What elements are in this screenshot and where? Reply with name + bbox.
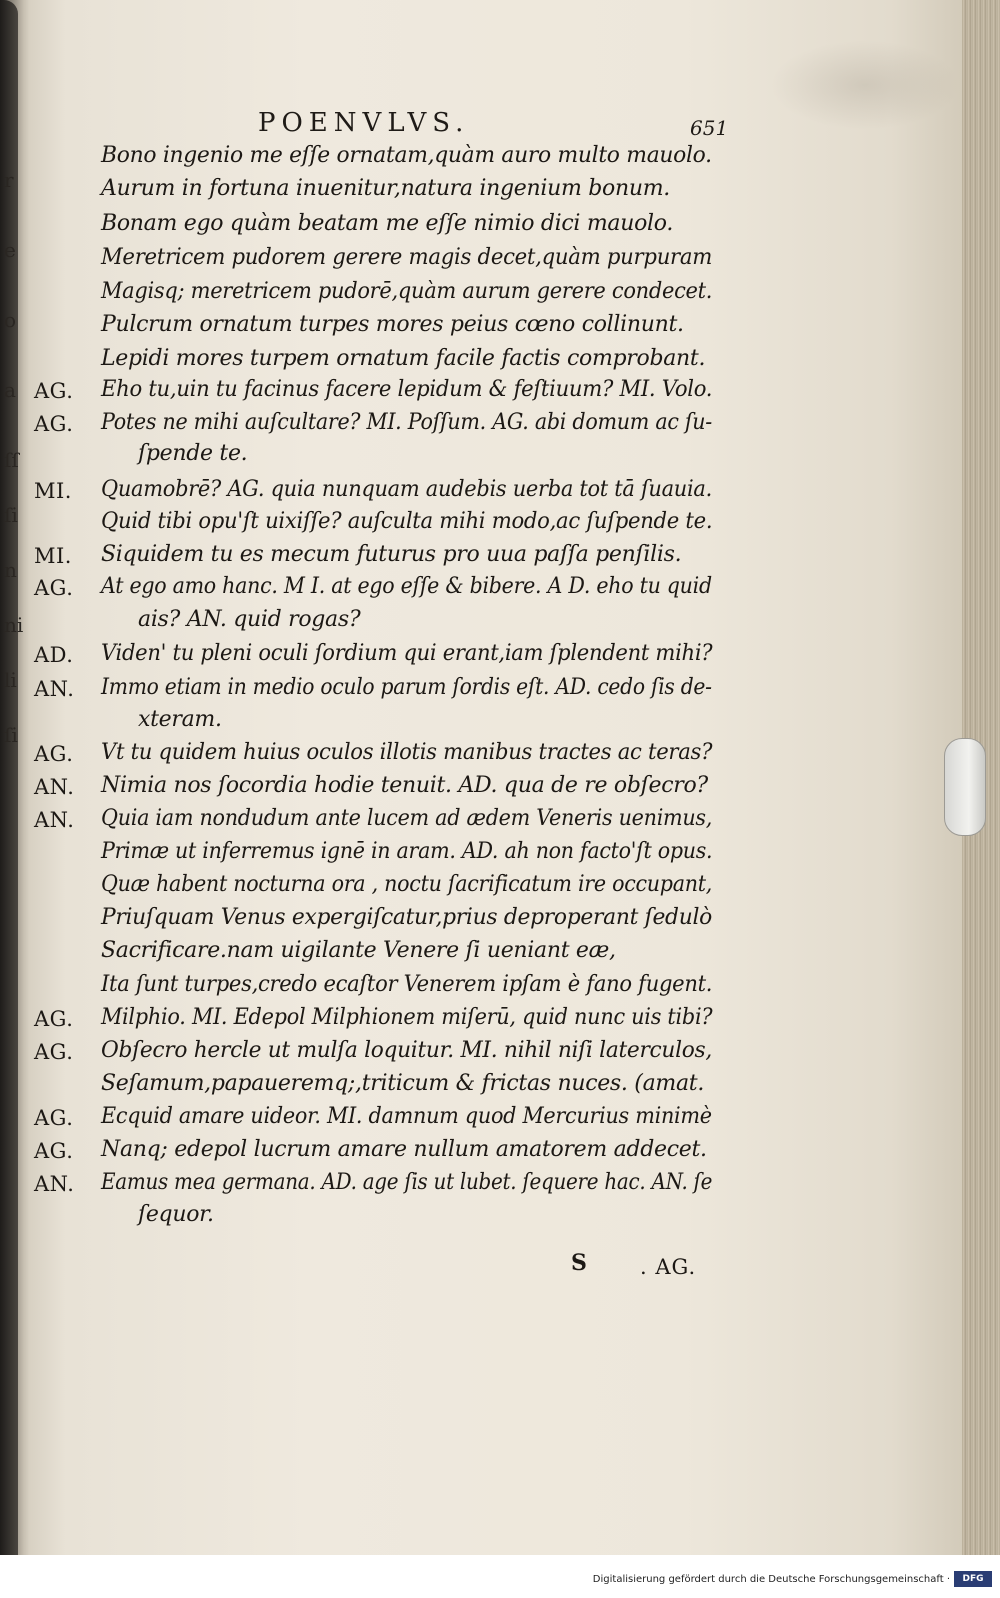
speaker-label: AG. xyxy=(34,576,74,600)
speaker-label: AG. xyxy=(34,1040,74,1064)
speaker-label: AG. xyxy=(34,412,74,436)
verse-line: Seſamum,papaueremq;,triticum & frictas nuces. (amat. xyxy=(101,1071,705,1096)
verse-line: At ego amo hanc. M I. at ego eſſe & bibere. A D. eho tu quid xyxy=(101,574,712,599)
verse-line: Obſecro hercle ut mulſa loquitur. MI. nihil niſi laterculos, xyxy=(101,1038,712,1063)
verse-line: Quæ habent nocturna ora , noctu ſacrificatum ire occupant, xyxy=(101,872,713,897)
speaker-label: AG. xyxy=(34,1139,74,1163)
speaker-label: AN. xyxy=(34,775,75,799)
verse-line: Quamobrē? AG. quia nunquam audebis uerba tot tā ſuauia. xyxy=(101,477,712,502)
verse-line: Lepidi mores turpem ornatum facile factis comprobant. xyxy=(101,346,706,371)
verse-line: Quid tibi opu'ſt uixiſſe? auſculta mihi modo,ac ſuſpende te. xyxy=(101,509,713,534)
funding-notice: Digitalisierung gefördert durch die Deutsche Forschungsgemeinschaft · xyxy=(592,1574,950,1585)
verse-line: Milphio. MI. Edepol Milphionem miſerū, quid nunc uis tibi? xyxy=(101,1005,713,1030)
verse-line: Sacrificare.nam uigilante Venere ſi ueniant eæ, xyxy=(101,938,616,963)
margin-fragment: o xyxy=(4,308,17,332)
verse-line: Vt tu quidem huius oculos illotis manibus tractes ac teras? xyxy=(101,740,713,765)
speaker-label: AG. xyxy=(34,379,74,403)
paper-stain xyxy=(770,40,960,130)
speaker-label: AG. xyxy=(34,1007,74,1031)
margin-fragment: ni xyxy=(4,613,24,637)
dfg-logo: DFG xyxy=(954,1571,992,1587)
verse-line: Nanq; edepol lucrum amare nullum amatorem addecet. xyxy=(101,1137,707,1162)
margin-fragment: li xyxy=(4,668,17,692)
running-title: POENVLVS. xyxy=(258,108,470,138)
verse-line: Quia iam nondudum ante lucem ad ædem Veneris uenimus, xyxy=(101,806,713,831)
margin-fragment: a xyxy=(4,378,16,402)
speaker-label: AN. xyxy=(34,1172,75,1196)
speaker-label: AN. xyxy=(34,677,75,701)
speaker-label: AG. xyxy=(34,1106,74,1130)
verse-line: Ecquid amare uideor. MI. damnum quod Mercurius minimè xyxy=(101,1104,712,1129)
verse-line: Pulcrum ornatum turpes mores peius cœno collinunt. xyxy=(101,312,684,337)
verse-line: xteram. xyxy=(138,707,222,732)
verse-line: ſequor. xyxy=(138,1202,214,1227)
bookmark-tab xyxy=(944,738,986,836)
margin-fragment: n xyxy=(4,558,17,582)
margin-fragment: e xyxy=(4,238,16,262)
previous-page-margin-text xyxy=(4,160,26,1160)
verse-line: Immo etiam in medio oculo parum ſordis eſt. AD. cedo ſis de- xyxy=(101,675,712,700)
verse-line: Meretricem pudorem gerere magis decet,quàm purpuram xyxy=(101,245,713,270)
verse-line: Viden' tu pleni oculi ſordium qui erant,iam ſplendent mihi? xyxy=(101,641,713,666)
verse-line: Ita ſunt turpes,credo ecaſtor Venerem ipſam è fano fugent. xyxy=(101,972,713,997)
margin-fragment: r xyxy=(4,168,14,192)
verse-line: Bonam ego quàm beatam me eſſe nimio dici mauolo. xyxy=(101,211,674,236)
signature-mark: S xyxy=(571,1250,587,1276)
verse-line: Priuſquam Venus expergiſcatur,prius deproperant ſedulò xyxy=(101,905,712,930)
speaker-label: AG. xyxy=(34,742,74,766)
verse-line: Nimia nos ſocordia hodie tenuit. AD. qua de re obſecro? xyxy=(101,773,708,798)
catchword: . AG. xyxy=(640,1255,697,1279)
margin-fragment: ſi xyxy=(4,723,18,747)
speaker-label: AN. xyxy=(34,808,75,832)
verse-line: Aurum in fortuna inuenitur,natura ingenium bonum. xyxy=(101,176,670,201)
verse-line: Siquidem tu es mecum futurus pro uua paſſa penſilis. xyxy=(101,542,682,567)
verse-line: ais? AN. quid rogas? xyxy=(138,607,361,632)
margin-fragment: ſſ xyxy=(4,448,19,472)
verse-line: Eamus mea germana. AD. age ſis ut lubet. ſequere hac. AN. ſe xyxy=(101,1170,713,1195)
page-number: 651 xyxy=(690,116,729,140)
verse-line: Potes ne mihi auſcultare? MI. Poſſum. AG. abi domum ac ſu- xyxy=(101,410,712,435)
speaker-label: MI. xyxy=(34,479,72,503)
verse-line: ſpende te. xyxy=(138,441,248,466)
verse-line: Magisq; meretricem pudorē,quàm aurum gerere condecet. xyxy=(101,279,713,304)
verse-line: Primæ ut inferremus ignē in aram. AD. ah non facto'ſt opus. xyxy=(101,839,713,864)
verse-line: Eho tu,uin tu facinus facere lepidum & feſtiuum? MI. Volo. xyxy=(101,377,713,402)
speaker-label: MI. xyxy=(34,544,72,568)
margin-fragment: ſi xyxy=(4,503,18,527)
verse-line: Bono ingenio me eſſe ornatam,quàm auro multo mauolo. xyxy=(101,143,712,168)
speaker-label: AD. xyxy=(34,643,74,667)
